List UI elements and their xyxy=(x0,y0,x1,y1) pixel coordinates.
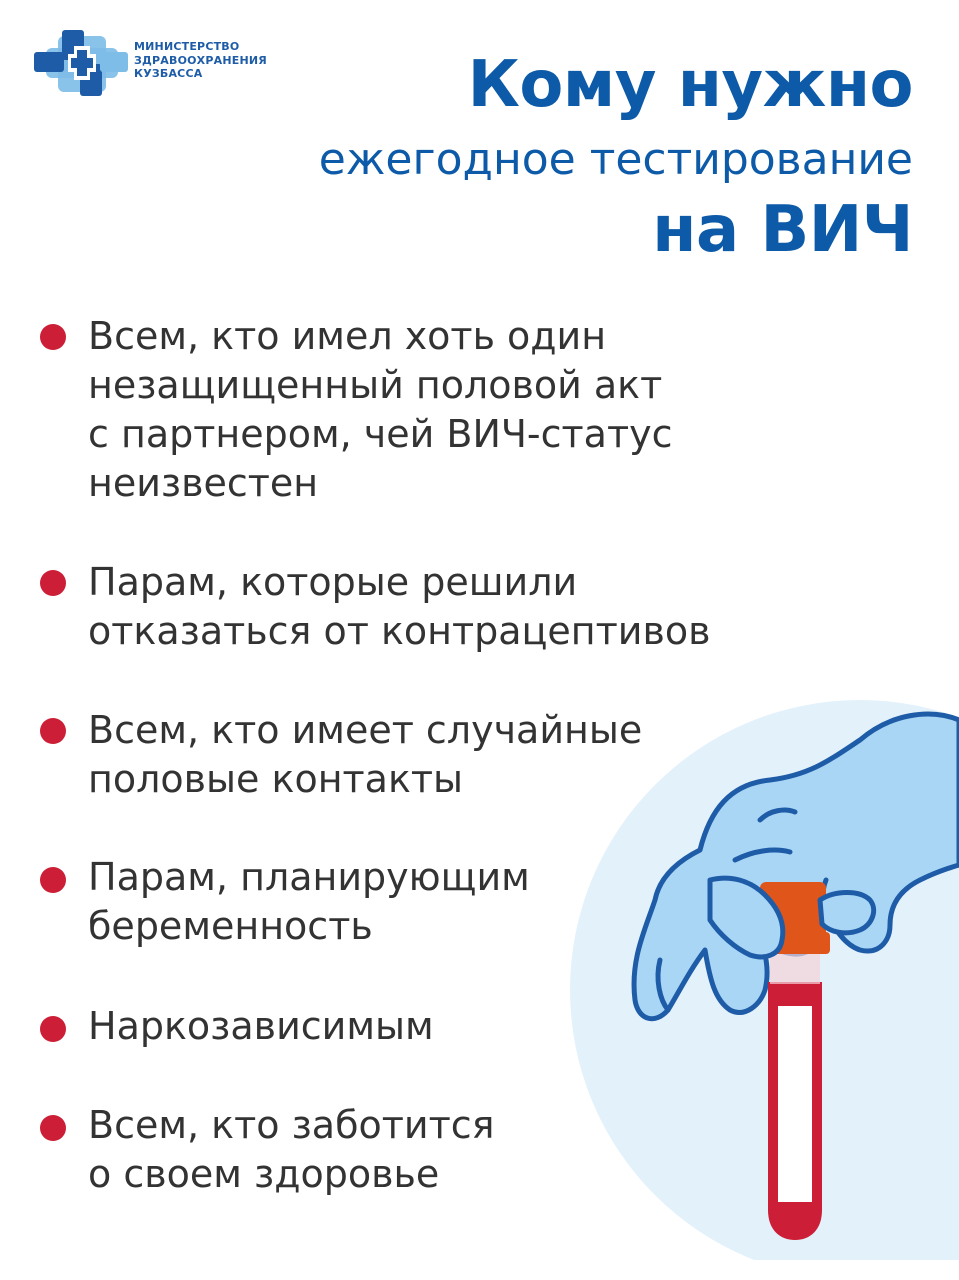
ministry-name-line: КУЗБАССА xyxy=(134,67,203,80)
bullet-dot-icon xyxy=(40,867,66,893)
ministry-name-line: ЗДРАВООХРАНЕНИЯ xyxy=(134,53,267,67)
ministry-name xyxy=(134,40,267,81)
list-item-text: Парам, которые решили отказаться от контрацептивов xyxy=(88,560,711,653)
list-item-text: Всем, кто имеет случайные половые контакты xyxy=(88,708,643,801)
bullet-dot-icon xyxy=(40,570,66,596)
list-item-text: Всем, кто заботится о своем здоровье xyxy=(88,1103,495,1196)
bullet-dot-icon xyxy=(40,1016,66,1042)
title-line-3: на ВИЧ xyxy=(652,193,913,267)
page-title xyxy=(319,40,913,270)
bullet-dot-icon xyxy=(40,1115,66,1141)
title-line-2: ежегодное тестирование xyxy=(318,134,913,185)
list-item-text: Парам, планирующим беременность xyxy=(88,855,530,948)
title-line-1: Кому нужно xyxy=(467,48,913,122)
medical-cross-logo-icon xyxy=(32,24,132,102)
ministry-logo xyxy=(32,24,282,102)
bullet-dot-icon xyxy=(40,324,66,350)
list-item-text: Наркозависимым xyxy=(88,1004,434,1048)
list-item-text: Всем, кто имел хоть один незащищенный половой акт с партнером, чей ВИЧ-статус неизвестен xyxy=(88,314,673,505)
test-tube-label xyxy=(778,1006,812,1202)
bullet-dot-icon xyxy=(40,718,66,744)
ministry-name-line: МИНИСТЕРСТВО xyxy=(134,40,240,53)
